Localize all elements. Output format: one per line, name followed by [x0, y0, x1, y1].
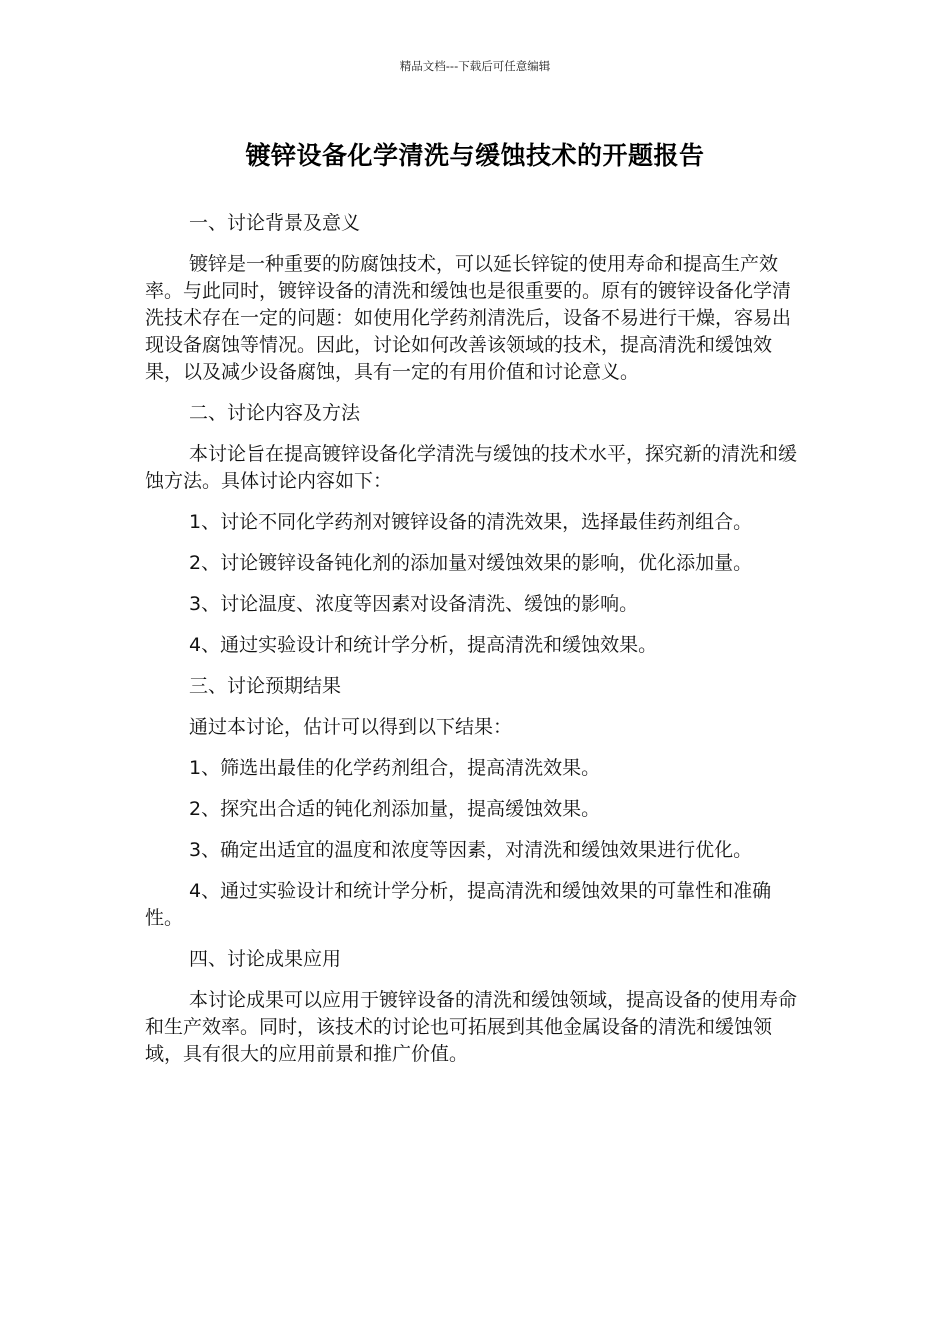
- document-body: [145, 210, 807, 1082]
- paragraph-results-intro: 通过本讨论，估计可以得到以下结果：: [189, 716, 513, 738]
- list-item-content-4: 4、通过实验设计和统计学分析，提高清洗和缓蚀效果。: [189, 634, 658, 656]
- list-item-content-3: 3、讨论温度、浓度等因素对设备清洗、缓蚀的影响。: [189, 593, 639, 615]
- list-item-result-4: 4、通过实验设计和统计学分析，提高清洗和缓蚀效果的可靠性和准确性。: [145, 880, 772, 929]
- paragraph-content-intro: 本讨论旨在提高镀锌设备化学清洗与缓蚀的技术水平，探究新的清洗和缓蚀方法。具体讨论内容如下：: [145, 443, 798, 492]
- section-heading-application: 四、讨论成果应用: [189, 948, 342, 970]
- section-heading-background: 一、讨论背景及意义: [189, 212, 361, 234]
- list-item-result-1: 1、筛选出最佳的化学药剂组合，提高清洗效果。: [189, 757, 601, 779]
- section-heading-content-method: 二、讨论内容及方法: [189, 402, 361, 424]
- paragraph-background: 镀锌是一种重要的防腐蚀技术，可以延长锌锭的使用寿命和提高生产效率。与此同时，镀锌设备的清洗和缓蚀也是很重要的。原有的镀锌设备化学清洗技术存在一定的问题：如使用化学药剂清洗后，设备不易进行干燥，容易出现设备腐蚀等情况。因此，讨论如何改善该领域的技术，提高清洗和缓蚀效果，以及减少设备腐蚀，具有一定的有用价值和讨论意义。: [145, 253, 792, 383]
- section-heading-expected-results: 三、讨论预期结果: [189, 675, 342, 697]
- list-item-content-1: 1、讨论不同化学药剂对镀锌设备的清洗效果，选择最佳药剂组合。: [189, 511, 753, 533]
- list-item-content-2: 2、讨论镀锌设备钝化剂的添加量对缓蚀效果的影响，优化添加量。: [189, 552, 753, 574]
- list-item-result-3: 3、确定出适宜的温度和浓度等因素，对清洗和缓蚀效果进行优化。: [189, 839, 753, 861]
- paragraph-application: 本讨论成果可以应用于镀锌设备的清洗和缓蚀领域，提高设备的使用寿命和生产效率。同时，该技术的讨论也可拓展到其他金属设备的清洗和缓蚀领域，具有很大的应用前景和推广价值。: [145, 989, 798, 1065]
- document-title: 镀锌设备化学清洗与缓蚀技术的开题报告: [245, 141, 705, 170]
- list-item-result-2: 2、探究出合适的钝化剂添加量，提高缓蚀效果。: [189, 798, 601, 820]
- header-note: 精品文档---下载后可任意编辑: [399, 59, 551, 73]
